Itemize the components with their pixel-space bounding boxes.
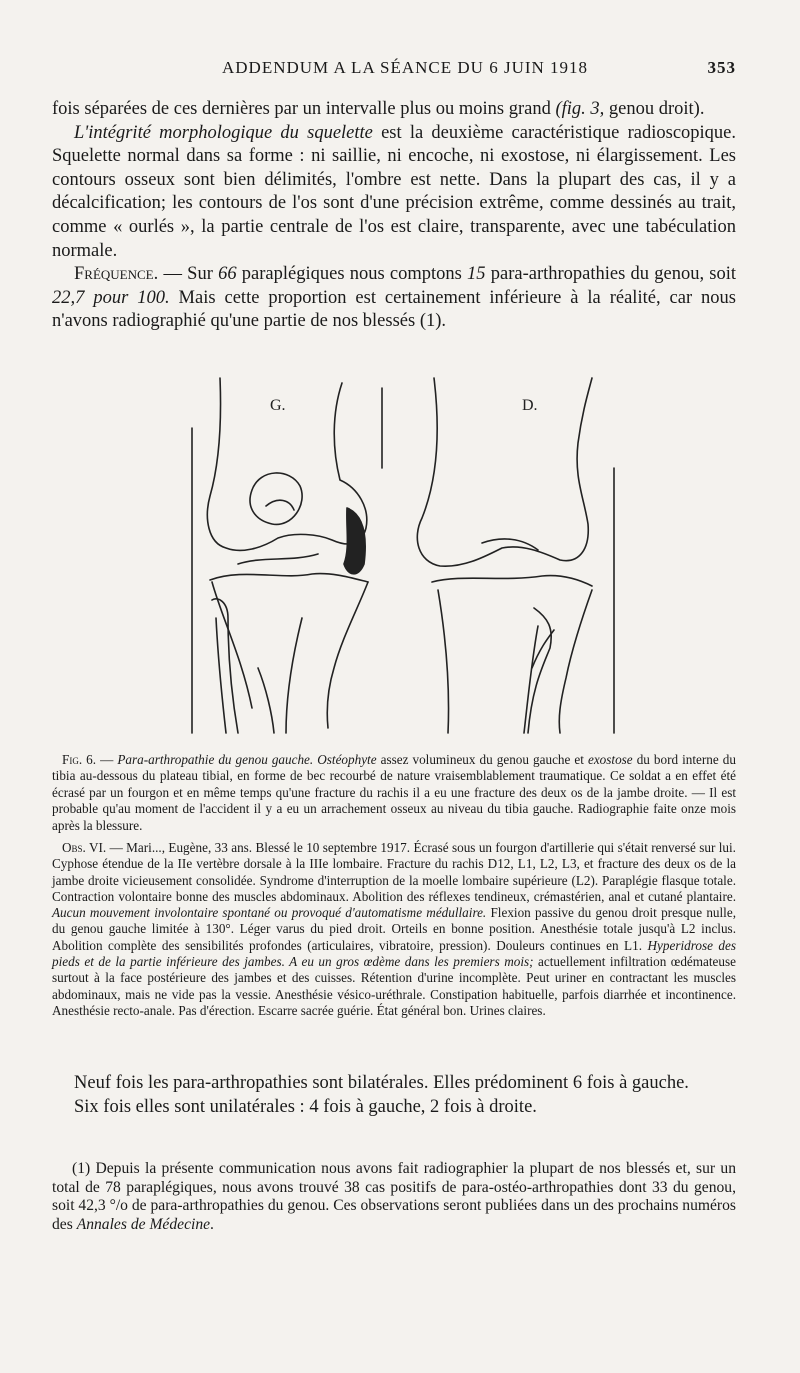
knee-drawing (182, 368, 624, 750)
figure-label: Fig. 6. (62, 752, 97, 767)
conclusion-text (52, 1072, 736, 1119)
section-heading: Fréquence. (74, 264, 159, 285)
figure-caption: Fig. 6. — Para-arthropathie du genou gauche. Ostéophyte assez volumineux du genou gauche et exostose du bord interne du tibia au-dessous du plateau tibial, en forme de bec recourbé de nature vraisemblablement traumatique. Ce soldat a en effet été écrasé par un fourgon et en même temps qu'une fracture du rachis il a eu une fracture des deux os de la jambe droite. — Il est probable qu'au moment de l'accident il y a eu un arrachement osseux au niveau du tibia gauche. Radiographie faite onze mois après la blessure. (52, 752, 736, 833)
left-knee-label: G. (270, 397, 286, 414)
footnote: (1) Depuis la présente communication nous avons fait radiographier la plupart de nos blessés et, sur un total de 78 paraplégiques, nous avons trouvé 38 cas positifs de para-ostéo-arthropathies dont 33 du genou, soit 42,3 °/o de para-arthropathies du genou. Ces observations seront publiées dans un des prochains numéros des Annales de Médecine. (52, 1160, 736, 1233)
page-number: 353 (707, 58, 736, 77)
observation-label: Obs. VI. (62, 840, 107, 855)
running-header (52, 58, 736, 86)
clinical-observation: Obs. VI. — Mari..., Eugène, 33 ans. Blessé le 10 septembre 1917. Écrasé sous un fourgon d'artillerie qui s'était renversé sur lui. Cyphose étendue de la IIe vertèbre dorsale à la IIIe lombaire. Fracture du rachis D12, L1, L2, L3, et fracture des deux os de la jambe droite vicieusement consolidée. Syndrome d'interruption de la moelle lombaire supérieure (L2). Paraplégie flasque totale. Contraction volontaire bonne des muscles abdominaux. Abolition des réflexes tendineux, crémastérien, anal et cutané plantaire. Aucun mouvement involontaire spontané ou provoqué d'automatisme médullaire. Flexion passive du genou droit presque nulle, du genou gauche limitée à 130°. Léger varus du pied droit. Orteils en bonne position. Anesthésie totale jusqu'à L2 inclus. Abolition complète des sensibilités profondes (articulaires, vibratoire, pression). Douleurs continues en L1. Hyperidrose des pieds et de la partie inférieure des jambes. A eu un gros œdème dans les premiers mois; actuellement infiltration œdémateuse surtout à la face postérieure des jambes et des cuisses. Rétention d'urine incomplète. Peut uriner en contractant les muscles abdominaux, mais ne vide pas la vessie. Anesthésie vésico-uréthrale. Constipation habituelle, parfois diarrhée et incontinence. Anesthésie recto-anale. Pas d'érection. Escarre sacrée guérie. État général bon. Urines claires. (52, 840, 737, 1018)
figure-reference: (fig. 3, (555, 99, 605, 119)
paragraph-continuation: fois séparées de ces dernières par un intervalle plus ou moins grand (fig. 3, genou droit). (52, 99, 705, 119)
running-head: ADDENDUM A LA SÉANCE DU 6 JUIN 1918 (222, 58, 589, 77)
paragraph-unilateral: Six fois elles sont unilatérales : 4 fois à gauche, 2 fois à droite. (74, 1096, 537, 1117)
caption-title: Para-arthropathie du genou gauche. Ostéophyte (117, 752, 377, 767)
main-text (52, 98, 736, 334)
journal-name: Annales de Médecine (76, 1215, 211, 1233)
paragraph-integrity: L'intégrité morphologique du squelette est la deuxième caractéristique radioscopique. Squelette normal dans sa forme : ni saillie, ni encoche, ni exostose, ni élargissement. Les contours osseux sont bien délimités, l'ombre est nette. Dans la plupart des cas, il y a décalcification; les contours de l'os sont d'une précision extrême, comme dessinés au trait, comme « ourlés », la partie centrale de l'os est claire, transparente, avec une tabéculation normale. (52, 122, 737, 261)
paragraph-bilateral: Neuf fois les para-arthropathies sont bilatérales. Elles prédominent 6 fois à gauche. (74, 1073, 689, 1093)
knee-radiograph-figure (182, 368, 624, 750)
right-knee-label: D. (522, 397, 538, 414)
paragraph-frequency: Fréquence. — Sur 66 paraplégiques nous comptons 15 para-arthropathies du genou, soit 22,7 pour 100. Mais cette proportion est certainement inférieure à la réalité, car nous n'avons radiographié qu'une partie de nos blessés (1). (52, 264, 737, 332)
